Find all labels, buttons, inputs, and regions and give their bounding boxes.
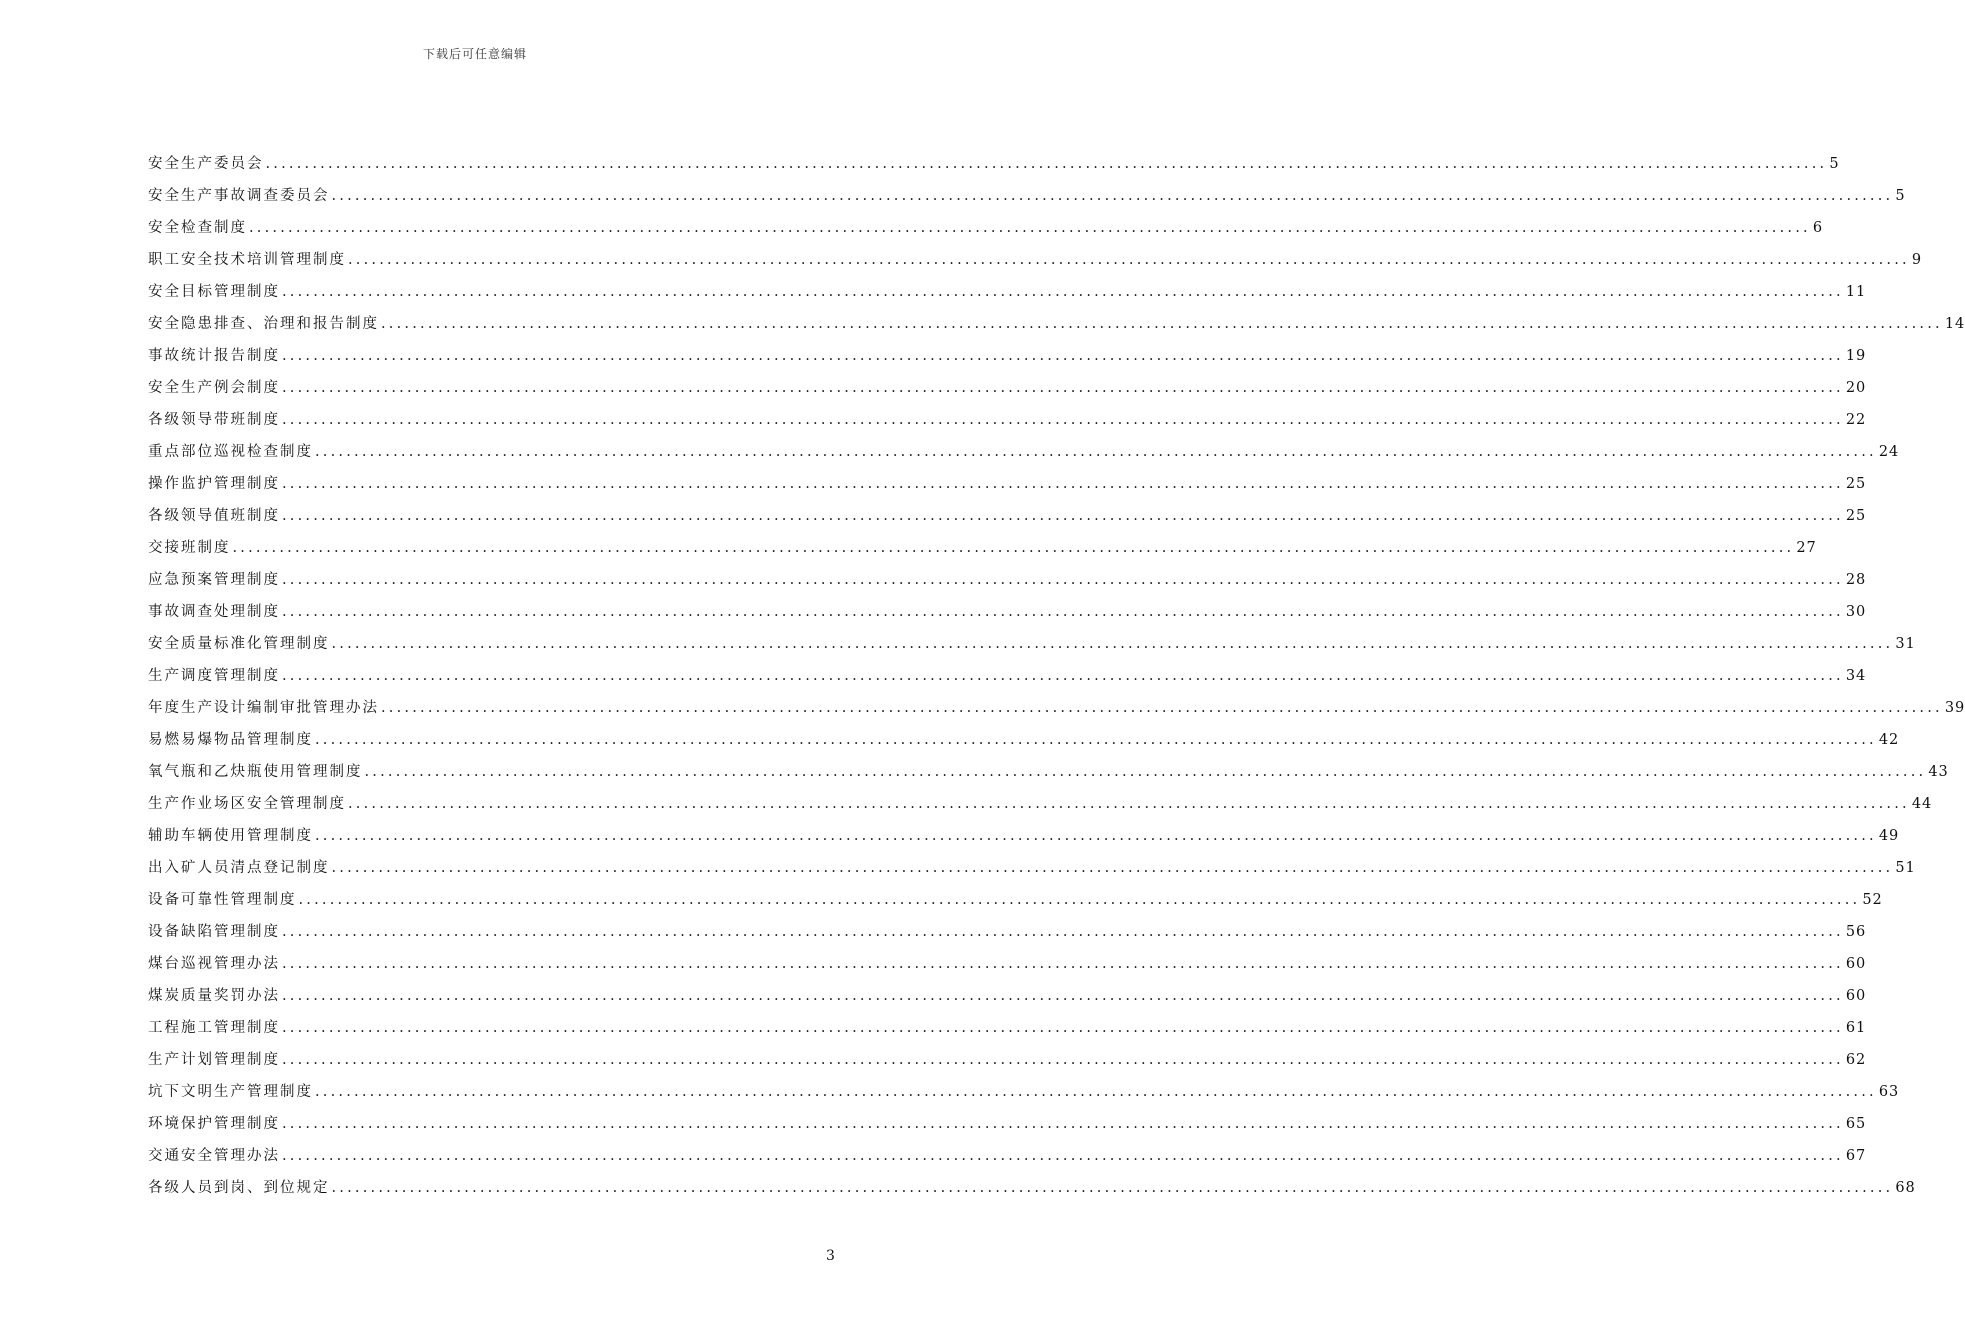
toc-entry-title: 生产作业场区安全管理制度 [148,796,346,812]
toc-entry-title: 坑下文明生产管理制度 [148,1084,313,1100]
toc-entry-title: 设备缺陷管理制度 [148,924,280,940]
toc-dot-leader: ........................................................................................................................................................................................................ [381,700,1943,716]
page-number: 3 [826,1248,835,1264]
toc-dot-leader: ........................................................................................................................................................................................................ [265,156,1828,172]
toc-entry-title: 各级领导带班制度 [148,412,280,428]
toc-entry-title: 出入矿人员清点登记制度 [148,860,330,876]
toc-entry[interactable] [148,398,1867,430]
toc-entry-page: 30 [1845,604,1867,620]
toc-dot-leader: ........................................................................................................................................................................................................ [232,540,1795,556]
toc-dot-leader: ........................................................................................................................................................................................................ [315,732,1877,748]
toc-entry-title: 各级人员到岗、到位规定 [148,1180,330,1196]
header-note: 下载后可任意编辑 [422,47,527,61]
toc-dot-leader: ........................................................................................................................................................................................................ [282,1116,1844,1132]
toc-entry-page: 49 [1878,828,1900,844]
toc-entry[interactable] [148,654,1867,686]
toc-dot-leader: ........................................................................................................................................................................................................ [364,764,1927,780]
toc-dot-leader: ........................................................................................................................................................................................................ [282,1020,1844,1036]
toc-entry[interactable] [148,462,1867,494]
toc-entry[interactable] [148,686,1965,718]
toc-entry[interactable] [148,302,1965,334]
toc-entry-page: 5 [1895,188,1906,204]
toc-dot-leader: ........................................................................................................................................................................................................ [282,668,1844,684]
toc-entry-page: 56 [1845,924,1867,940]
toc-entry-title: 交通安全管理办法 [148,1148,280,1164]
toc-entry-page: 44 [1911,796,1933,812]
toc-entry-title: 事故统计报告制度 [148,348,280,364]
toc-entry-title: 交接班制度 [148,540,231,556]
toc-entry[interactable] [148,142,1840,174]
toc-dot-leader: ........................................................................................................................................................................................................ [282,988,1844,1004]
toc-entry[interactable] [148,910,1867,942]
toc-dot-leader: ........................................................................................................................................................................................................ [282,412,1844,428]
toc-entry-page: 19 [1845,348,1867,364]
toc-entry[interactable] [148,238,1923,270]
toc-entry-page: 39 [1944,700,1965,716]
toc-entry-title: 生产计划管理制度 [148,1052,280,1068]
toc-entry-page: 5 [1829,156,1840,172]
toc-entry[interactable] [148,878,1883,910]
toc-dot-leader: ........................................................................................................................................................................................................ [331,188,1894,204]
toc-entry[interactable] [148,590,1867,622]
toc-entry-page: 42 [1878,732,1900,748]
toc-entry-page: 67 [1845,1148,1867,1164]
toc-entry[interactable] [148,270,1867,302]
toc-entry-page: 63 [1878,1084,1900,1100]
toc-entry-title: 操作监护管理制度 [148,476,280,492]
toc-dot-leader: ........................................................................................................................................................................................................ [381,316,1943,332]
toc-entry[interactable] [148,366,1867,398]
toc-entry[interactable] [148,814,1900,846]
toc-dot-leader: ........................................................................................................................................................................................................ [315,828,1877,844]
toc-entry[interactable] [148,1102,1867,1134]
toc-entry-page: 52 [1862,892,1883,908]
toc-dot-leader: ........................................................................................................................................................................................................ [282,508,1844,524]
table-of-contents [148,142,1965,1198]
toc-entry-page: 28 [1845,572,1867,588]
toc-entry-page: 60 [1845,956,1867,972]
toc-entry-page: 25 [1845,476,1867,492]
toc-entry-page: 11 [1845,284,1867,300]
toc-entry-title: 安全质量标准化管理制度 [148,636,330,652]
toc-entry[interactable] [148,494,1867,526]
toc-entry-title: 安全生产委员会 [148,156,264,172]
toc-entry-title: 应急预案管理制度 [148,572,280,588]
toc-entry-page: 34 [1845,668,1867,684]
toc-entry-page: 61 [1845,1020,1867,1036]
toc-dot-leader: ........................................................................................................................................................................................................ [348,252,1910,268]
toc-entry-title: 安全隐患排查、治理和报告制度 [148,316,379,332]
toc-entry-page: 22 [1845,412,1867,428]
toc-dot-leader: ........................................................................................................................................................................................................ [331,1180,1894,1196]
toc-entry-page: 27 [1796,540,1817,556]
toc-entry-title: 环境保护管理制度 [148,1116,280,1132]
toc-dot-leader: ........................................................................................................................................................................................................ [282,1052,1844,1068]
toc-entry[interactable] [148,1038,1867,1070]
toc-entry-page: 62 [1845,1052,1867,1068]
toc-entry-page: 68 [1895,1180,1916,1196]
toc-entry[interactable] [148,1134,1867,1166]
toc-entry[interactable] [148,430,1900,462]
toc-entry-title: 安全生产事故调查委员会 [148,188,330,204]
toc-dot-leader: ........................................................................................................................................................................................................ [348,796,1910,812]
toc-dot-leader: ........................................................................................................................................................................................................ [331,636,1894,652]
toc-entry-title: 事故调查处理制度 [148,604,280,620]
toc-dot-leader: ........................................................................................................................................................................................................ [249,220,1811,236]
toc-entry-title: 设备可靠性管理制度 [148,892,297,908]
toc-dot-leader: ........................................................................................................................................................................................................ [282,956,1844,972]
toc-entry[interactable] [148,750,1949,782]
toc-dot-leader: ........................................................................................................................................................................................................ [298,892,1861,908]
toc-entry-page: 24 [1878,444,1900,460]
toc-dot-leader: ........................................................................................................................................................................................................ [282,1148,1844,1164]
toc-dot-leader: ........................................................................................................................................................................................................ [282,284,1844,300]
toc-entry-page: 20 [1845,380,1867,396]
toc-dot-leader: ........................................................................................................................................................................................................ [282,924,1844,940]
toc-entry-page: 65 [1845,1116,1867,1132]
toc-entry-title: 易燃易爆物品管理制度 [148,732,313,748]
toc-dot-leader: ........................................................................................................................................................................................................ [331,860,1894,876]
toc-entry[interactable] [148,846,1916,878]
toc-dot-leader: ........................................................................................................................................................................................................ [315,444,1877,460]
toc-dot-leader: ........................................................................................................................................................................................................ [282,572,1844,588]
toc-dot-leader: ........................................................................................................................................................................................................ [282,476,1844,492]
toc-entry[interactable] [148,526,1817,558]
toc-entry-title: 重点部位巡视检查制度 [148,444,313,460]
toc-entry-title: 煤台巡视管理办法 [148,956,280,972]
toc-entry-title: 职工安全技术培训管理制度 [148,252,346,268]
toc-entry-page: 9 [1911,252,1923,268]
toc-dot-leader: ........................................................................................................................................................................................................ [282,604,1844,620]
toc-entry-title: 安全生产例会制度 [148,380,280,396]
toc-entry-title: 年度生产设计编制审批管理办法 [148,700,379,716]
toc-entry[interactable] [148,174,1906,206]
toc-entry[interactable] [148,942,1867,974]
toc-entry[interactable] [148,782,1933,814]
toc-entry[interactable] [148,558,1867,590]
toc-entry-page: 31 [1895,636,1916,652]
toc-entry-title: 氧气瓶和乙炔瓶使用管理制度 [148,764,363,780]
toc-entry[interactable] [148,974,1867,1006]
toc-entry-page: 60 [1845,988,1867,1004]
toc-entry-title: 煤炭质量奖罚办法 [148,988,280,1004]
toc-entry-page: 14 [1944,316,1965,332]
toc-entry-title: 安全目标管理制度 [148,284,280,300]
toc-dot-leader: ........................................................................................................................................................................................................ [282,380,1844,396]
toc-entry-title: 各级领导值班制度 [148,508,280,524]
toc-entry[interactable] [148,334,1867,366]
toc-dot-leader: ........................................................................................................................................................................................................ [282,348,1844,364]
toc-entry[interactable] [148,622,1916,654]
toc-entry[interactable] [148,206,1824,238]
toc-entry-page: 25 [1845,508,1867,524]
toc-entry-title: 生产调度管理制度 [148,668,280,684]
toc-entry-page: 6 [1812,220,1824,236]
toc-entry-page: 51 [1895,860,1916,876]
toc-entry[interactable] [148,718,1900,750]
toc-entry-title: 安全检查制度 [148,220,247,236]
toc-entry-page: 43 [1928,764,1949,780]
toc-entry[interactable] [148,1166,1916,1198]
toc-entry[interactable] [148,1006,1867,1038]
toc-dot-leader: ........................................................................................................................................................................................................ [315,1084,1877,1100]
toc-entry[interactable] [148,1070,1900,1102]
toc-entry-title: 工程施工管理制度 [148,1020,280,1036]
toc-entry-title: 辅助车辆使用管理制度 [148,828,313,844]
